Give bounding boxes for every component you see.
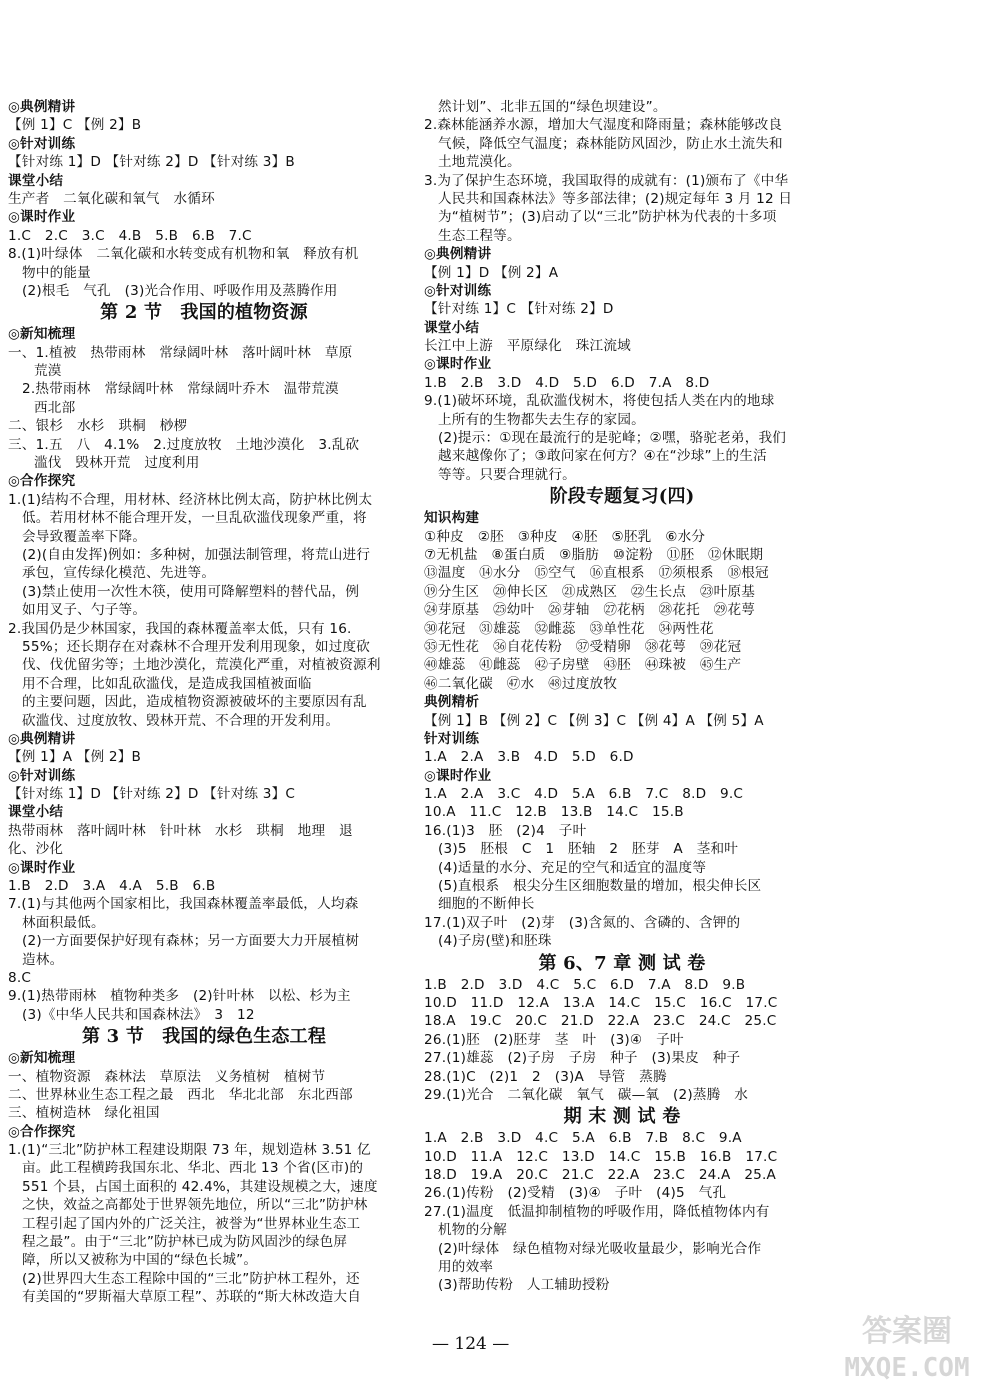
answer-line: 气候，降低空气温度；森林能防风固沙，防止水土流失和: [438, 135, 783, 152]
answer-line: 为“植树节”；(3)启动了以“三北”防护林为代表的十多项: [438, 209, 777, 226]
answer-line: 8.C: [8, 969, 32, 986]
answer-line: 用不合理，比如乱砍滥伐，是造成我国植被面临: [22, 675, 312, 692]
answer-line: 三、1.五 八 4.1% 2.过度放牧 土地沙漠化 3.乱砍: [8, 436, 360, 453]
subsection-label: ◎典例精讲: [8, 99, 76, 115]
answer-line: 有美国的“罗斯福大草原工程”、苏联的“斯大林改造大自: [22, 1289, 361, 1306]
answer-line: 化、沙化: [8, 841, 64, 858]
answer-line: 【针对练 1】D 【针对练 2】D 【针对练 3】C: [8, 786, 296, 803]
answer-line: ㊻二氧化碳 ㊼水 ㊽过度放牧: [424, 675, 618, 692]
answer-line: 55%；还长期存在对森林不合理开发利用现象，如过度砍: [22, 638, 371, 655]
section-heading: 阶段专题复习(四): [549, 486, 695, 508]
answer-line: 如用叉子、勺子等。: [22, 602, 147, 619]
subsection-label: 针对训练: [424, 730, 480, 747]
answer-line: 2.森林能涵养水源，增加大气湿度和降雨量；森林能够改良: [424, 117, 783, 134]
subsection-label: ◎针对训练: [8, 135, 76, 152]
answer-line: ⑦无机盐 ⑧蛋白质 ⑨脂肪 ⑩淀粉 ⑪胚 ⑫休眠期: [424, 546, 764, 563]
subsection-label: ◎典例精讲: [424, 246, 492, 263]
answer-line: (2)根毛 气孔 (3)光合作用、呼吸作用及蒸腾作用: [22, 282, 338, 299]
answer-line: 8.(1)叶绿体 二氧化碳和水转变成有机物和氧 释放有机: [8, 246, 359, 263]
answer-line: 【例 1】A 【例 2】B: [8, 749, 142, 766]
answer-line: 26.(1)胚 (2)胚芽 茎 叶 (3)④ 子叶: [424, 1031, 684, 1048]
answer-line: 1.A 2.A 3.C 4.D 5.A 6.B 7.C 8.D 9.C: [424, 786, 744, 803]
answer-line: 的主要问题，因此，造成植物资源被破坏的主要原因有乱: [22, 694, 367, 711]
section-heading: 第 6、7 章 测 试 卷: [538, 952, 706, 974]
answer-line: 二、银杉 水杉 珙桐 桫椤: [8, 418, 188, 435]
watermark-url: MXQE.COM: [844, 1353, 970, 1383]
subsection-label: ◎课时作业: [8, 859, 76, 876]
page-number: — 124 —: [432, 1334, 510, 1354]
subsection-label: 课堂小结: [8, 804, 64, 821]
answer-line: (3)5 胚根 C 1 胚轴 2 胚芽 A 茎和叶: [438, 841, 739, 858]
answer-line: 28.(1)C (2)1 2 (3)A 导管 蒸腾: [424, 1068, 667, 1085]
answer-line: (3)帮助传粉 人工辅助授粉: [438, 1277, 610, 1294]
answer-line: 机物的分解: [438, 1222, 507, 1239]
answer-line: 1.A 2.B 3.D 4.C 5.A 6.B 7.B 8.C 9.A: [424, 1130, 742, 1147]
right-column: [424, 98, 820, 1295]
answer-line: 之快，效益之高都处于世界领先地位，所以“三北”防护林: [22, 1197, 368, 1214]
subsection-label: 知识构建: [424, 510, 480, 527]
answer-line: 三、植树造林 绿化祖国: [8, 1105, 160, 1122]
answer-line: 生产者 二氧化碳和氧气 水循环: [8, 190, 215, 207]
answer-line: (4)子房(壁)和胚珠: [438, 933, 552, 950]
subsection-label: 课堂小结: [424, 319, 480, 336]
answer-line: 7.(1)与其他两个国家相比，我国森林覆盖率最低，人均森: [8, 896, 359, 913]
answer-line: ⑬温度 ⑭水分 ⑮空气 ⑯直根系 ⑰须根系 ⑱根冠: [424, 565, 769, 582]
answer-line: 亩。此工程横跨我国东北、华北、西北 13 个省(区市)的: [22, 1160, 364, 1177]
answer-line: 17.(1)双子叶 (2)芽 (3)含氮的、含磷的、含钾的: [424, 914, 741, 931]
answer-line: 【针对练 1】D 【针对练 2】D 【针对练 3】B: [8, 154, 295, 171]
answer-line: ①种皮 ②胚 ③种皮 ④胚 ⑤胚乳 ⑥水分: [424, 528, 706, 545]
answer-line: 1.A 2.A 3.B 4.D 5.D 6.D: [424, 749, 634, 766]
answer-line: (3)《中华人民共和国森林法》 3 12: [22, 1006, 255, 1023]
subsection-label: ◎针对训练: [424, 282, 492, 299]
answer-line: 18.A 19.C 20.C 21.D 22.A 23.C 24.C 25.C: [424, 1013, 777, 1030]
watermark-logo: [822, 1312, 992, 1392]
answer-line: ⑲分生区 ⑳伸长区 ㉑成熟区 ㉒生长点 ㉓叶原基: [424, 583, 756, 600]
answer-line: 【例 1】B 【例 2】C 【例 3】C 【例 4】A 【例 5】A: [424, 712, 764, 729]
subsection-label: 课堂小结: [8, 172, 64, 189]
answer-line: 27.(1)温度 低温抑制植物的呼吸作用，降低植物体内有: [424, 1203, 770, 1220]
answer-line: 工程引起了国内外的广泛关注，被誉为“世界林业生态工: [22, 1215, 361, 1232]
answer-line: 1.(1)“三北”防护林工程建设期限 73 年，规划造林 3.51 亿: [8, 1142, 371, 1159]
subsection-label: ◎合作探究: [8, 473, 76, 490]
subsection-label: ◎新知梳理: [8, 326, 76, 343]
answer-line: 人民共和国森林法》等多部法律；(2)规定每年 3 月 12 日: [438, 190, 793, 207]
answer-line: (3)禁止使用一次性木筷，使用可降解塑料的替代品，例: [22, 583, 360, 600]
answer-line: 热带雨林 落叶阔叶林 针叶林 水杉 珙桐 地理 退: [8, 822, 353, 839]
answer-line: (2)一方面要保护好现有森林；另一方面要大力开展植树: [22, 933, 360, 950]
answer-line: 生态工程等。: [438, 227, 521, 244]
section-heading: 期 末 测 试 卷: [563, 1106, 681, 1128]
answer-line: 等等。只要合理就行。: [438, 466, 576, 483]
answer-line: 程之最”。由于“三北”防护林已成为防风固沙的绿色屏: [22, 1234, 348, 1251]
answer-line: 1.(1)结构不合理，用材林、经济林比例太高，防护林比例太: [8, 491, 373, 508]
subsection-label: ◎合作探究: [8, 1123, 76, 1140]
subsection-label: ◎课时作业: [424, 356, 492, 373]
answer-line: 551 个县，占国土面积的 42.4%，其建设规模之大，速度: [22, 1178, 378, 1195]
answer-line: 荒漠: [34, 363, 62, 380]
answer-line: 29.(1)光合 二氧化碳 氧气 碳—氧 (2)蒸腾 水: [424, 1086, 749, 1103]
answer-line: ㉟无性花 ㊱自花传粉 ㊲受精卵 ㊳花萼 ㊴花冠: [424, 638, 742, 655]
left-column: [8, 98, 400, 1307]
subsection-label: ◎课时作业: [424, 767, 492, 784]
answer-line: (2)叶绿体 绿色植物对绿光吸收量最少，影响光合作: [438, 1240, 762, 1257]
answer-line: 3.为了保护生态环境，我国取得的成就有：(1)颁布了《中华: [424, 172, 789, 189]
answer-line: 16.(1)3 胚 (2)4 子叶: [424, 822, 587, 839]
answer-line: (2)世界四大生态工程除中国的“三北”防护林工程外，还: [22, 1270, 360, 1287]
answer-line: 林面积最低。: [22, 914, 105, 931]
section-heading: 第 2 节 我国的植物资源: [100, 302, 308, 324]
answer-line: 10.D 11.D 12.A 13.A 14.C 15.C 16.C 17.C: [424, 994, 778, 1011]
subsection-label: ◎针对训练: [8, 767, 76, 784]
answer-line: 上所有的生物都失去生存的家园。: [438, 411, 645, 428]
answer-line: 砍滥伐、过度放牧、毁林开荒、不合理的开发利用。: [22, 712, 340, 729]
answer-line: (4)适量的水分、充足的空气和适宜的温度等: [438, 859, 707, 876]
answer-line: 物中的能量: [22, 264, 91, 281]
subsection-label: ◎新知梳理: [8, 1050, 76, 1067]
answer-line: 一、1.植被 热带雨林 常绿阔叶林 落叶阔叶林 草原: [8, 344, 353, 361]
section-heading: 第 3 节 我国的绿色生态工程: [81, 1026, 327, 1048]
watermark-text: 答案圈: [862, 1314, 952, 1349]
answer-line: 承包，宣传绿化模范、先进等。: [22, 565, 216, 582]
answer-line: 1.C 2.C 3.C 4.B 5.B 6.B 7.C: [8, 227, 252, 244]
answer-line: 18.D 19.A 20.C 21.C 22.A 23.C 24.A 25.A: [424, 1167, 777, 1184]
answer-line: 1.B 2.D 3.A 4.A 5.B 6.B: [8, 878, 216, 895]
answer-line: 会导致覆盖率下降。: [22, 528, 147, 545]
answer-line: 1.B 2.D 3.D 4.C 5.C 6.D 7.A 8.D 9.B: [424, 976, 746, 993]
answer-line: 1.B 2.B 3.D 4.D 5.D 6.D 7.A 8.D: [424, 374, 710, 391]
answer-line: ㉔芽原基 ㉕幼叶 ㉖芽轴 ㉗花柄 ㉘花托 ㉙花萼: [424, 602, 756, 619]
answer-line: ㉚花冠 ㉛雄蕊 ㉜雌蕊 ㉝单性花 ㉞两性花: [424, 620, 714, 637]
answer-line: 26.(1)传粉 (2)受精 (3)④ 子叶 (4)5 气孔: [424, 1185, 727, 1202]
subsection-label: ◎课时作业: [8, 209, 76, 226]
answer-line: 2.热带雨林 常绿阔叶林 常绿阔叶乔木 温带荒漠: [22, 381, 339, 398]
answer-line: 【例 1】D 【例 2】A: [424, 264, 559, 281]
answer-line: 【针对练 1】C 【针对练 2】D: [424, 301, 614, 318]
answer-line: 障，所以又被称为中国的“绿色长城”。: [22, 1252, 258, 1269]
answer-line: 2.我国仍是少林国家，我国的森林覆盖率太低，只有 16.: [8, 620, 352, 637]
answer-line: 西北部: [34, 399, 76, 416]
answer-line: 二、世界林业生态工程之最 西北 华北北部 东北西部: [8, 1086, 353, 1103]
answer-line: 27.(1)雄蕊 (2)子房 子房 种子 (3)果皮 种子: [424, 1050, 741, 1067]
answer-line: 9.(1)热带雨林 植物种类多 (2)针叶林 以松、杉为主: [8, 988, 351, 1005]
answer-line: (2)提示：①现在最流行的是驼峰；②嘿，骆驼老弟，我们: [438, 430, 787, 447]
answer-line: 伐、伐优留劣等；土地沙漠化，荒漠化严重，对植被资源利: [22, 657, 381, 674]
answer-line: 10.A 11.C 12.B 13.B 14.C 15.B: [424, 804, 684, 821]
answer-line: 低。若用材林不能合理开发，一旦乱砍滥伐现象严重，将: [22, 510, 367, 527]
answer-line: (2)(自由发挥)例如：多种树，加强法制管理，将荒山进行: [22, 546, 371, 563]
answer-line: 土地荒漠化。: [438, 154, 521, 171]
answer-line: 【例 1】C 【例 2】B: [8, 117, 142, 134]
answer-line: 造林。: [22, 951, 64, 968]
answer-line: 9.(1)破坏环境，乱砍滥伐树木，将使包括人类在内的地球: [424, 393, 775, 410]
answer-line: 长江中上游 平原绿化 珠江流域: [424, 338, 631, 355]
answer-line: 一、植物资源 森林法 草原法 义务植树 植树节: [8, 1068, 326, 1085]
answer-line: (5)直根系 根尖分生区细胞数量的增加，根尖伸长区: [438, 878, 762, 895]
answer-line: ㊵雄蕊 ㊶雌蕊 ㊷子房壁 ㊸胚 ㊹珠被 ㊺生产: [424, 657, 742, 674]
answer-line: 细胞的不断伸长: [438, 896, 535, 913]
answer-line: 用的效率: [438, 1259, 494, 1276]
answer-line: 10.D 11.A 12.C 13.D 14.C 15.B 16.B 17.C: [424, 1148, 778, 1165]
subsection-label: 典例精析: [424, 694, 480, 711]
answer-line: 然计划”、北非五国的“绿色坝建设”。: [438, 99, 667, 115]
answer-line: 越来越像你了；③敢问家在何方？④在“沙球”上的生活: [438, 448, 767, 465]
subsection-label: ◎典例精讲: [8, 730, 76, 747]
answer-line: 滥伐 毁林开荒 过度利用: [34, 455, 200, 472]
